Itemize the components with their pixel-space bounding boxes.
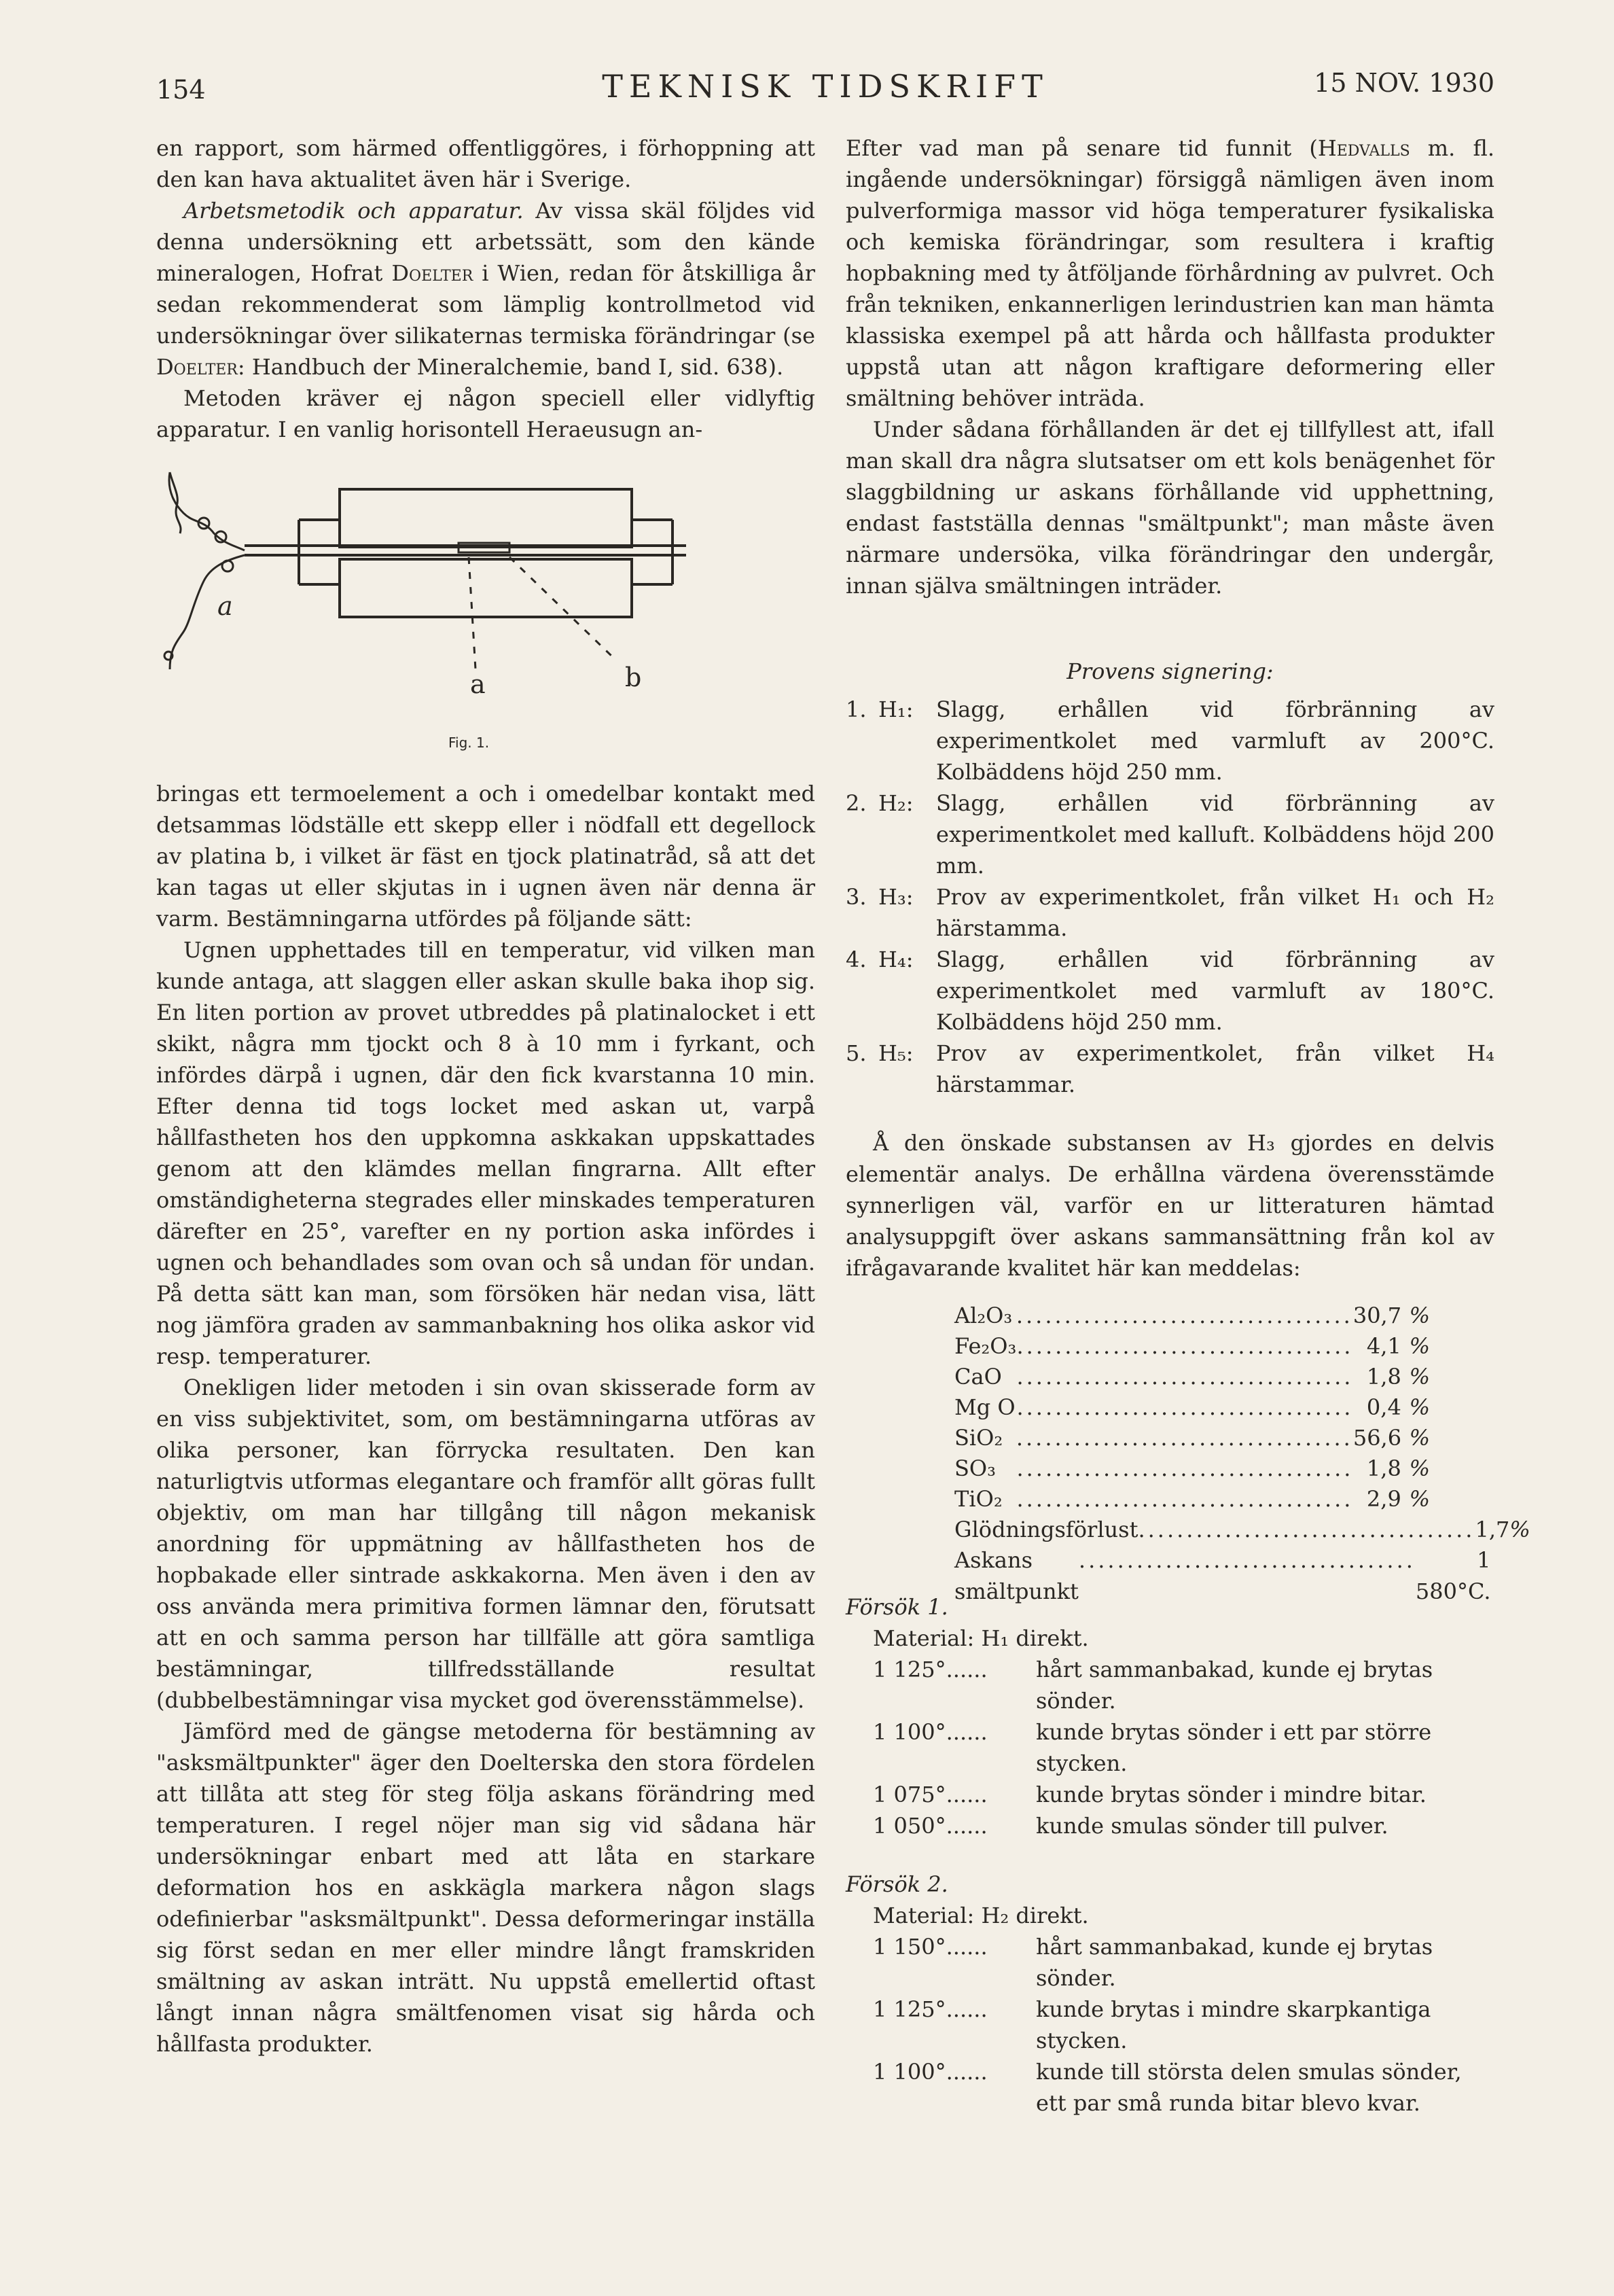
- component: Al₂O₃: [954, 1303, 1013, 1328]
- list-item: [846, 788, 1494, 881]
- trial-row: [873, 1994, 1494, 2056]
- leader-dots: ...................................: [1016, 1394, 1354, 1420]
- unit: %: [1409, 1303, 1430, 1328]
- list-item: [846, 694, 1494, 788]
- temperature: 1 075°......: [873, 1782, 988, 1807]
- unit: %: [1409, 1394, 1430, 1420]
- value: 1,7: [1475, 1517, 1510, 1542]
- unit: %: [1409, 1425, 1430, 1451]
- table-row: [954, 1422, 1430, 1453]
- author-name: Doelter: [156, 354, 238, 380]
- sample-description: Slagg, erhållen vid förbränning av experimentkolet med varmluft av 180°C. Kolbäddens höjd 250 mm.: [936, 947, 1494, 1035]
- table-row: [954, 1361, 1430, 1392]
- sample-description: Prov av experimentkolet, från vilket H₁ och H₂ härstamma.: [936, 884, 1494, 941]
- samples-heading: Provens signering:: [1066, 658, 1274, 684]
- item-number: 3.: [846, 884, 867, 910]
- list-item: [846, 881, 1494, 944]
- table-row: [954, 1300, 1430, 1330]
- author-name: Hedvalls: [1317, 135, 1410, 161]
- trial-row: [873, 2056, 1494, 2119]
- sample-key: H₃:: [878, 884, 914, 910]
- author-name: Doelter: [391, 260, 473, 286]
- furnace-top: [340, 489, 632, 547]
- component: TiO₂: [954, 1486, 1003, 1512]
- journal-title: TEKNISK TIDSKRIFT: [602, 68, 1049, 105]
- list-item: [846, 944, 1494, 1038]
- trial-row: [873, 1716, 1494, 1779]
- paragraph: Metoden kräver ej någon speciell eller vidlyftig apparatur. I en vanlig horisontell Heraeusugn an-: [156, 385, 815, 442]
- result: kunde smulas sönder till pulver.: [1036, 1813, 1388, 1839]
- trial-2-material: Material: H₂ direkt.: [873, 1903, 1089, 1928]
- result: hårt sammanbakad, kunde ej brytas sönder.: [1036, 1657, 1433, 1714]
- paragraph: [846, 133, 1494, 414]
- trial-row: [873, 1810, 1494, 1841]
- analysis-table: [954, 1300, 1530, 1604]
- unit: %: [1409, 1486, 1430, 1512]
- issue-date: 15 NOV. 1930: [1314, 68, 1494, 98]
- paragraph: Jämförd med de gängse metoderna för bestämning av "asksmältpunkter" äger den Doelterska den stora fördelen att tillåta att steg för steg följa askans förändring med temperaturen. I regel nöjer man sig vid sådana här undersökningar enbart med att låta en starkare deformation hos en askkägla markera någon slags odefinierbar "asksmältpunkt". Dessa deformeringar inställa sig först sedan en mer eller mindre långt framskriden smältning av askan inträtt. Nu uppstå emellertid oftast långt innan några smältfenomen visat sig hårda och hållfasta produkter.: [156, 1718, 815, 2057]
- temperature: 1 150°......: [873, 1934, 988, 1960]
- paragraph: Å den önskade substansen av H₃ gjordes en delvis elementär analys. De erhållna värdena överensstämde synnerligen väl, varför en ur litteraturen hämtad analysuppgift över askans sammansättning från kol av ifrågavarande kvalitet här kan meddelas:: [846, 1130, 1494, 1281]
- temperature: 1 100°......: [873, 2059, 988, 2085]
- furnace-bottom: [340, 559, 632, 617]
- trial-row: [873, 1654, 1494, 1716]
- value: 0,4: [1366, 1394, 1401, 1420]
- unit: %: [1409, 1333, 1430, 1359]
- text: Av vissa skäl följdes vid denna undersökning ett arbetssätt, som den kände mineralogen, Hofrat: [156, 198, 816, 286]
- text: i Wien, redan för åtskilliga år sedan rekommenderat som lämplig kontrollmetod vid undersökningar över silikaternas termiska förändringar (se: [156, 260, 816, 349]
- leader-dots: ...................................: [1016, 1303, 1353, 1328]
- paragraph: Onekligen lider metoden i sin ovan skisserade form av en viss subjektivitet, som, om bestämningarna utföras av olika personer, kan förrycka resultaten. Den kan naturligtvis utformas elegantare och framför allt göras fullt objektiv, om man har tillgång till någon mekanisk anordning för uppmätning av hållfastheten hos de hopbakade eller sintrade askkakorna. Men även i den av oss använda mera primitiva formen lämnar den, förutsatt att en och samma person har tillfälle att göra samtliga bestämningar, tillfredsställande resultat (dubbelbestämningar visa mycket god överensstämmelse).: [156, 1375, 815, 1713]
- furnace-diagram: [156, 465, 815, 724]
- table-row: [954, 1544, 1491, 1604]
- sample-key: H₁:: [878, 696, 914, 722]
- text: Efter vad man på senare tid funnit (: [846, 135, 1318, 161]
- result: kunde brytas sönder i mindre bitar.: [1036, 1782, 1427, 1807]
- sample-description: Slagg, erhållen vid förbränning av experimentkolet med varmluft av 200°C. Kolbäddens höjd 250 mm.: [936, 696, 1494, 785]
- component: Glödningsförlust: [954, 1517, 1138, 1542]
- value: 1 580°C.: [1415, 1547, 1491, 1604]
- label-b: b: [625, 663, 642, 692]
- table-row: [954, 1514, 1530, 1544]
- leader-dots: ...................................: [1016, 1425, 1353, 1451]
- leader-dots: ...................................: [1016, 1333, 1354, 1359]
- trial-2-heading: Försök 2.: [846, 1871, 948, 1897]
- component: Askans smältpunkt: [954, 1547, 1079, 1604]
- table-row: [954, 1392, 1430, 1422]
- component: SiO₂: [954, 1425, 1003, 1451]
- figure-caption: Fig. 1.: [448, 735, 490, 751]
- unit: %: [1409, 1455, 1430, 1481]
- sample-description: Slagg, erhållen vid förbränning av experimentkolet med kalluft. Kolbäddens höjd 200 mm.: [936, 790, 1494, 879]
- result: kunde till största delen smulas sönder, ett par små runda bitar blevo kvar.: [1036, 2059, 1462, 2116]
- samples-list: [846, 694, 1494, 1100]
- value: 4,1: [1366, 1333, 1401, 1359]
- leader-dots: ...................................: [1138, 1517, 1475, 1542]
- trial-row: [873, 1779, 1494, 1810]
- left-column: [156, 133, 815, 2060]
- component: SO₃: [954, 1455, 996, 1481]
- label-a-left: a: [217, 591, 233, 621]
- result: kunde brytas sönder i ett par större stycken.: [1036, 1719, 1432, 1776]
- temperature: 1 100°......: [873, 1719, 988, 1745]
- result: hårt sammanbakad, kunde ej brytas sönder.: [1036, 1934, 1433, 1991]
- sample-key: H₂:: [878, 790, 914, 816]
- sample-key: H₅:: [878, 1040, 914, 1066]
- figure-1: [156, 465, 815, 764]
- value: 30,7: [1352, 1303, 1402, 1328]
- text: m. fl. ingående undersökningar) försiggå nämligen även inom pulverformiga massor vid höga temperaturer fysikaliska och kemiska förändringar, som resultera i kraftig hopbakning med ty åtföljande förhårdning av pulvret. Och från tekniken, enkannerligen lerindustrien kan man hämta klassiska exempel på att hårda och hållfasta produkter uppstå utan att någon kraftigare deformering eller smältning behöver inträda.: [846, 135, 1495, 411]
- unit: %: [1509, 1517, 1530, 1542]
- item-number: 2.: [846, 790, 867, 816]
- temperature: 1 125°......: [873, 1657, 988, 1682]
- result: kunde brytas i mindre skarpkantiga stycken.: [1036, 1996, 1431, 2053]
- temperature: 1 050°......: [873, 1813, 988, 1839]
- unit: %: [1409, 1364, 1430, 1390]
- temperature: 1 125°......: [873, 1996, 988, 2022]
- sample-key: H₄:: [878, 947, 914, 972]
- value: 56,6: [1352, 1425, 1402, 1451]
- value: 1,8: [1366, 1364, 1401, 1390]
- table-row: [954, 1453, 1430, 1483]
- item-number: 5.: [846, 1040, 867, 1066]
- component: Fe₂O₃: [954, 1333, 1017, 1359]
- page-header: [156, 68, 1494, 122]
- table-row: [954, 1483, 1430, 1514]
- paragraph: en rapport, som härmed offentliggöres, i förhoppning att den kan hava aktualitet även här i Sverige.: [156, 135, 815, 192]
- paragraph: Ugnen upphettades till en temperatur, vid vilken man kunde antaga, att slaggen eller askan skulle baka ihop sig. En liten portion av provet utbreddes på platinalocket i ett skikt, några mm tjockt och 8 à 10 mm i fyrkant, och infördes därpå i ugnen, där den fick kvarstanna 10 min. Efter denna tid togs locket med askan ut, varpå hållfastheten hos den uppkomna askkakan uppskattades genom att den klämdes mellan fingrarna. Allt efter omständigheterna stegrades eller minskades temperaturen därefter en 25°, varefter en ny portion aska infördes i ugnen och behandlades som ovan och så undan för undan. På detta sätt kan man, som försöken här nedan visa, lätt nog jämföra graden av sammanbakning hos olika askor vid resp. temperaturer.: [156, 937, 815, 1369]
- trial-1-heading: Försök 1.: [846, 1594, 948, 1620]
- text: : Handbuch der Mineralchemie, band I, sid. 638).: [237, 354, 784, 380]
- component: Mg O: [954, 1394, 1016, 1420]
- item-number: 1.: [846, 696, 867, 722]
- item-number: 4.: [846, 947, 867, 972]
- right-column: [846, 133, 1530, 2119]
- leader-dots: ...................................: [1078, 1547, 1416, 1573]
- component: CaO: [954, 1364, 1002, 1390]
- value: 2,9: [1366, 1486, 1401, 1512]
- sample-description: Prov av experimentkolet, från vilket H₄ härstammar.: [936, 1040, 1494, 1097]
- value: 1,8: [1366, 1455, 1401, 1481]
- trial-row: [873, 1931, 1494, 1994]
- paragraph: [156, 195, 815, 383]
- leader-dots: ...................................: [1016, 1364, 1354, 1390]
- section-heading: Arbetsmetodik och apparatur.: [183, 198, 524, 224]
- label-a: a: [470, 669, 486, 699]
- page-number: 154: [156, 75, 206, 105]
- leader-dots: ...................................: [1016, 1486, 1354, 1512]
- trial-1-material: Material: H₁ direkt.: [873, 1625, 1089, 1651]
- paragraph: Under sådana förhållanden är det ej tillfyllest att, ifall man skall dra några slutsatser om ett kols benägenhet för slaggbildning ur askans förhållande vid upphettning, endast fastställa dennas "smältpunkt"; man måste även närmare undersöka, vilka förändringar den undergår, innan själva smältningen inträder.: [846, 417, 1494, 599]
- leader-dots: ...................................: [1016, 1455, 1354, 1481]
- table-row: [954, 1330, 1430, 1361]
- list-item: [846, 1038, 1494, 1100]
- paragraph: bringas ett termoelement a och i omedelbar kontakt med detsammas lödställe ett skepp eller i nödfall ett degellock av platina b, i vilket är fäst en tjock platinatråd, så att det kan tagas ut eller skjutas in i ugnen även när denna är varm. Bestämningarna utfördes på följande sätt:: [156, 781, 815, 932]
